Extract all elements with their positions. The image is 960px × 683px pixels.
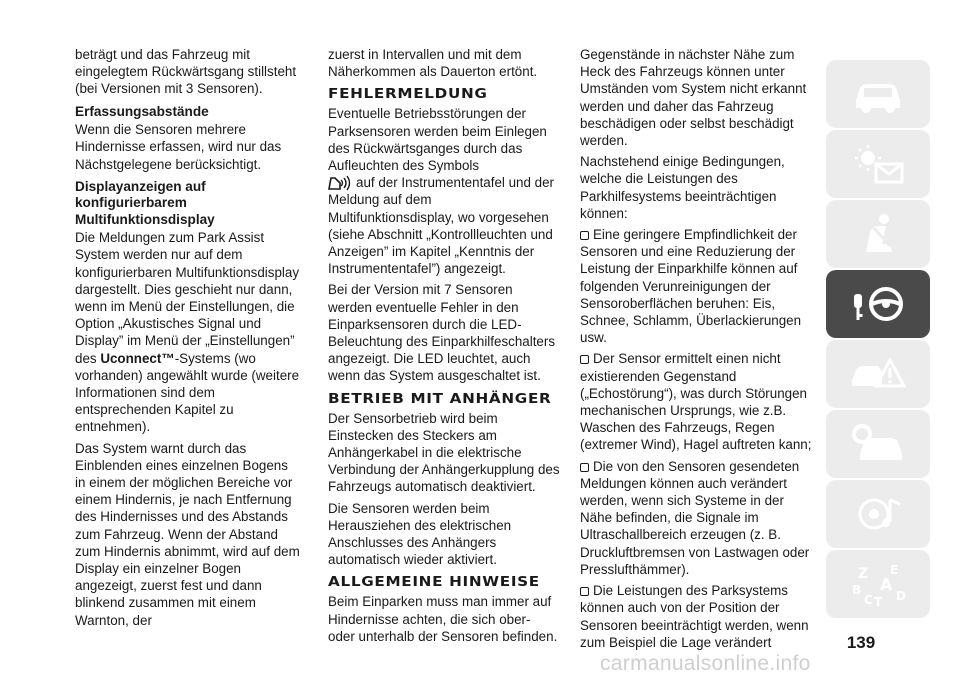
paragraph: Der Sensorbetrieb wird beim Einstecken des Steckers am Anhängerkabel in die elektrische Verbindung der Anhängerkupplung des Fahrzeugs automatisch deaktiviert. (328, 410, 560, 495)
tab-chapter-7[interactable] (826, 480, 930, 548)
index-letter: A (880, 575, 893, 594)
text-column-right (580, 46, 812, 655)
wrench-car-icon (846, 420, 910, 468)
heading-fehlermeldung: FEHLERMELDUNG (328, 86, 488, 103)
steering-wheel-key-icon (846, 280, 910, 328)
paragraph: Eventuelle Betriebsstörungen der Parksensoren werden beim Einlegen des Rückwärtsganges durch das Aufleuchten des Symbols auf der Instrumententafel und der Meldung auf dem Multifunktionsdisplay, wo vorgesehen (siehe Abschnitt „Kontrollleuchten und Anzeigen” im Kapitel „Kenntnis der Instrumententafel”) angezeigt. (328, 106, 555, 277)
paragraph: beträgt und das Fahrzeug mit eingelegtem Rückwärtsgang stillsteht (bei Versionen mit 3 Sensoren). (75, 47, 297, 97)
index-letter: B (852, 583, 862, 597)
paragraph: Wenn die Sensoren mehrere Hindernisse erfassen, wird nur das Nächstgelegene berücksichtigt. (75, 122, 282, 172)
watermark: carmanualsonline.info (600, 652, 811, 675)
car-crash-warning-icon (846, 350, 910, 398)
warning-lights-icon (846, 140, 910, 188)
list-item: Eine geringere Empfindlichkeit der Sensoren und eine Reduzierung der Leistung der Einparkhilfe können auf folgenden Verunreinigungen der Sensoroberflächen beruhen: Eis, Schnee, Schlamm, Überlackierungen usw. (580, 227, 802, 346)
bullet-icon (580, 587, 589, 596)
tab-chapter-1[interactable] (826, 60, 930, 128)
text-column-left (75, 46, 301, 633)
heading-anhaenger: BETRIEB MIT ANHÄNGER (328, 390, 552, 407)
text-column-middle (328, 46, 560, 649)
index-letters-icon (846, 560, 910, 608)
list-item: Die von den Sensoren gesendeten Meldungen können auch verändert werden, wenn sich Systeme in der Nähe befinden, die Signale im Ultraschallbereich erzeugen (z. B. Druckluftbremsen von Lastwagen oder Presslufthämmer). (580, 458, 810, 577)
list-item: Die Leistungen des Parksystems können auch von der Position der Sensoren beeinträchtigt werden, wenn zum Beispiel die Lage verändert (580, 583, 809, 650)
tab-chapter-3[interactable] (826, 200, 930, 268)
tab-chapter-4[interactable] (826, 270, 930, 338)
bullet-icon (580, 231, 589, 240)
index-letter: Z (858, 566, 869, 582)
paragraph: Das System warnt durch das Einblenden eines einzelnen Bogens in einem der möglichen Bereiche vor einem Hindernis, je nach Entfernung des Hindernisses und des Abstands zum Fahrzeug. Wenn der Abstand zum Hindernis abnimmt, wird auf dem Display ein einzelner Bogen angezeigt, zuerst fest und dann blinkend zusammen mit einem Warnton, der (75, 440, 300, 628)
subheading-abstaende: Erfassungsabstände (75, 103, 209, 119)
subheading-display: Displayanzeigen auf konfigurierbarem Multifunktionsdisplay (75, 178, 215, 227)
list-item: Der Sensor ermittelt einen nicht existierenden Gegenstand („Echostörung“), was durch Störungen mechanischen Ursprungs, wie z.B. Waschen des Fahrzeugs, Regen (extremer Wind), Hagel auftreten kann; (580, 351, 812, 453)
page-number: 139 (846, 633, 876, 652)
paragraph: Bei der Version mit 7 Sensoren werden eventuelle Fehler in den Einparksensoren durch die LED-Beleuchtung des Einparkhilfeschalters angezeigt. Die LED leuchtet, auch wenn das System ausgeschaltet ist. (328, 282, 556, 384)
tab-chapter-8[interactable] (826, 550, 930, 618)
paragraph: zuerst in Intervallen und mit dem Näherkommen als Dauerton ertönt. (328, 47, 538, 80)
index-letter: E (890, 563, 899, 577)
parking-sensor-warning-icon (328, 174, 356, 191)
bullet-icon (580, 463, 589, 472)
paragraph: Gegenstände in nächster Nähe zum Heck des Fahrzeugs können unter Umständen vom System nicht erkannt werden und daher das Fahrzeug beschädigen oder selbst beschädigt werden. (580, 47, 807, 149)
heading-hinweise: ALLGEMEINE HINWEISE (328, 574, 540, 591)
tab-chapter-2[interactable] (826, 130, 930, 198)
index-letter: C (864, 593, 873, 607)
airbag-seat-icon (846, 210, 910, 258)
tab-chapter-6[interactable] (826, 410, 930, 478)
chapter-navigation (826, 60, 934, 620)
multimedia-icon (846, 490, 910, 538)
car-icon (846, 70, 910, 118)
paragraph: Nachstehend einige Bedingungen, welche die Leistungen des Parkhilfesystems beeinträchtigen können: (580, 154, 785, 221)
index-letter: T (874, 595, 883, 608)
index-letter: D (896, 589, 906, 603)
paragraph: Die Sensoren werden beim Herausziehen des elektrischen Anschlusses des Anhängers automatisch wieder aktiviert. (328, 500, 512, 568)
paragraph: Die Meldungen zum Park Assist System werden nur auf dem konfigurierbaren Multifunktionsdisplay dargestellt. Dies geschieht nur dann, wenn im Menü der Einstellungen, die Option „Akustisches Signal und Display” im Menü der „Einstellungen” des Uconnect™-Systems (wo vorhanden) angewählt wurde (weitere Informationen sind dem entsprechenden Kapitel zu entnehmen). (75, 230, 300, 435)
paragraph: Beim Einparken muss man immer auf Hindernisse achten, die sich ober- oder unterhalb der Sensoren befinden. (328, 594, 558, 644)
tab-chapter-5[interactable] (826, 340, 930, 408)
brand-name: Uconnect™ (100, 350, 175, 366)
bullet-icon (580, 355, 589, 364)
